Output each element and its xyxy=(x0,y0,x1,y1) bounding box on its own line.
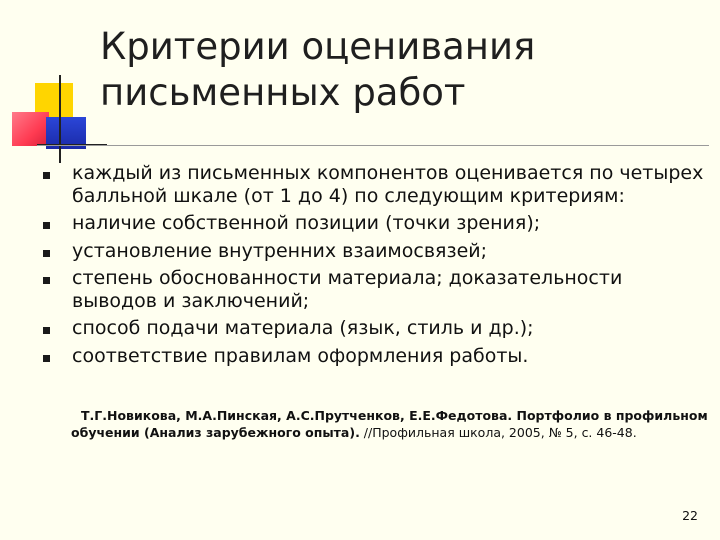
bullet-icon xyxy=(43,277,50,284)
title-divider xyxy=(37,145,709,146)
list-item: установление внутренних взаимосвязей; xyxy=(42,240,707,263)
criteria-list xyxy=(42,162,707,372)
reference-source: //Профильная школа, 2005, № 5, с. 46-48. xyxy=(359,424,637,440)
reference-authors-title: Т.Г.Новикова, М.А.Пинская, А.С.Прутченков, Е.Е.Федотова. Портфолио в профильном обучении (Анализ зарубежного опыта). xyxy=(71,408,708,440)
bullet-icon xyxy=(43,222,50,229)
list-item: способ подачи материала (язык, стиль и др.); xyxy=(42,317,707,340)
page-number: 22 xyxy=(682,508,698,523)
bullet-icon xyxy=(43,327,50,334)
reference-citation xyxy=(71,408,711,441)
list-item: наличие собственной позиции (точки зрения); xyxy=(42,212,707,235)
bullet-icon xyxy=(43,172,50,179)
list-item: соответствие правилам оформления работы. xyxy=(42,345,707,368)
bullet-icon xyxy=(43,355,50,362)
slide-title: Критерии оценивания письменных работ xyxy=(100,25,536,114)
bullet-icon xyxy=(43,250,50,257)
logo-red-square xyxy=(12,112,49,146)
logo-vertical-line xyxy=(59,75,61,163)
list-item: каждый из письменных компонентов оценивается по четырех балльной шкале (от 1 до 4) по следующим критериям: xyxy=(42,162,707,207)
list-item: степень обоснованности материала; доказательности выводов и заключений; xyxy=(42,267,707,312)
